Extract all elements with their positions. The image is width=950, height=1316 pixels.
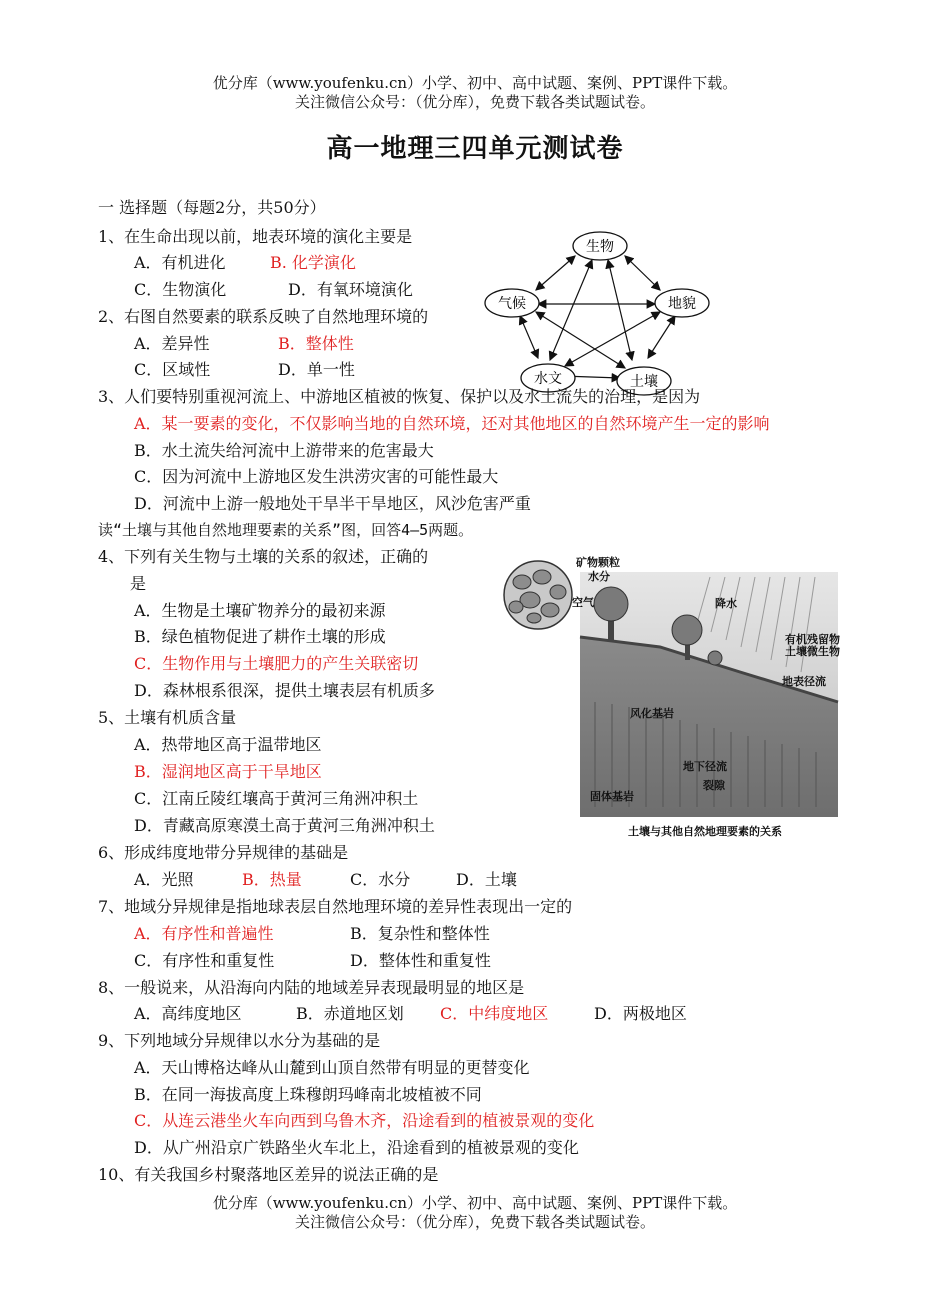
q9-option-c: C．从连云港坐火车向西到乌鲁木齐，沿途看到的植被景观的变化 bbox=[134, 1111, 595, 1130]
q2-option-d: D．单一性 bbox=[278, 360, 355, 379]
node-bio bbox=[573, 232, 627, 260]
q6-option-a: A．光照 bbox=[134, 870, 194, 889]
q7-option-a: A．有序性和普遍性 bbox=[134, 924, 274, 943]
q2-option-c: C．区域性 bbox=[134, 360, 211, 379]
q9-option-d: D．从广州沿京广铁路坐火车北上，沿途看到的植被景观的变化 bbox=[134, 1138, 579, 1157]
label-bedrock: 固体基岩 bbox=[590, 790, 634, 803]
section-heading: 一 选择题（每题2分，共50分） bbox=[98, 198, 326, 217]
footer-line-2: 关注微信公众号：（优分库），免费下载各类试题试卷。 bbox=[294, 1213, 655, 1231]
header-line-2: 关注微信公众号：（优分库），免费下载各类试题试卷。 bbox=[294, 93, 655, 111]
q4-option-c: C．生物作用与土壤肥力的产生关联密切 bbox=[134, 654, 419, 673]
q4-option-a: A．生物是土壤矿物养分的最初来源 bbox=[134, 601, 386, 620]
q7-option-c: C．有序性和重复性 bbox=[134, 951, 275, 970]
label-mineral: 矿物颗粒 bbox=[576, 556, 620, 569]
soil-relationship-illustration bbox=[500, 552, 850, 842]
q3-option-c: C．因为河流中上游地区发生洪涝灾害的可能性最大 bbox=[134, 467, 499, 486]
q9-option-a: A．天山博格达峰从山麓到山顶自然带有明显的更替变化 bbox=[134, 1058, 530, 1077]
q7-option-d: D．整体性和重复性 bbox=[350, 951, 491, 970]
q3-option-b: B．水土流失给河流中上游带来的危害最大 bbox=[134, 441, 434, 460]
q5-option-d: D．青藏高原寒漠土高于黄河三角洲冲积土 bbox=[134, 816, 435, 835]
q2-option-b: B．整体性 bbox=[278, 334, 354, 353]
q6-option-d: D．土壤 bbox=[456, 870, 517, 889]
node-bio-label: 生物 bbox=[586, 239, 614, 255]
label-organic-1: 有机残留物 bbox=[785, 633, 840, 646]
q4-stem-cont: 是 bbox=[130, 574, 147, 593]
q4-option-d: D．森林根系很深，提供土壤表层有机质多 bbox=[134, 681, 435, 700]
q7-stem: 7、地域分异规律是指地球表层自然地理环境的差异性表现出一定的 bbox=[98, 897, 573, 916]
node-climate-label: 气候 bbox=[498, 296, 526, 312]
q1-option-b: B. 化学演化 bbox=[270, 253, 356, 272]
label-water: 水分 bbox=[588, 570, 610, 583]
node-water-label: 水文 bbox=[534, 371, 562, 387]
q6-option-b: B．热量 bbox=[242, 870, 302, 889]
header-line-1: 优分库（www.youfenku.cn）小学、初中、高中试题、案例、PPT课件下载。 bbox=[212, 74, 738, 92]
label-underground-runoff: 地下径流 bbox=[683, 760, 727, 773]
q3-option-a: A．某一要素的变化，不仅影响当地的自然环境，还对其他地区的自然环境产生一定的影响 bbox=[134, 414, 770, 433]
q1-option-a: A．有机进化 bbox=[134, 253, 226, 272]
q5-option-a: A．热带地区高于温带地区 bbox=[134, 735, 322, 754]
label-air: 空气 bbox=[572, 596, 594, 609]
q8-option-a: A．高纬度地区 bbox=[134, 1004, 242, 1023]
label-surface-runoff: 地表径流 bbox=[782, 675, 826, 688]
q1-stem: 1、在生命出现以前，地表环境的演化主要是 bbox=[98, 227, 413, 246]
q5-option-b: B．湿润地区高于干旱地区 bbox=[134, 762, 322, 781]
label-weathered-rock: 风化基岩 bbox=[630, 707, 674, 720]
q6-option-c: C．水分 bbox=[350, 870, 411, 889]
q4-stem: 4、下列有关生物与土壤的关系的叙述，正确的 bbox=[98, 547, 429, 566]
q8-option-b: B．赤道地区划 bbox=[296, 1004, 404, 1023]
q4-option-b: B．绿色植物促进了耕作土壤的形成 bbox=[134, 627, 386, 646]
q9-option-b: B．在同一海拔高度上珠穆朗玛峰南北坡植被不同 bbox=[134, 1085, 482, 1104]
q5-option-c: C．江南丘陵红壤高于黄河三角洲冲积土 bbox=[134, 789, 419, 808]
q2-option-a: A．差异性 bbox=[134, 334, 210, 353]
q8-option-c: C．中纬度地区 bbox=[440, 1004, 549, 1023]
node-landform bbox=[655, 289, 709, 317]
page-title: 高一地理三四单元测试卷 bbox=[326, 134, 624, 164]
q5-stem: 5、土壤有机质含量 bbox=[98, 708, 237, 727]
label-rain: 降水 bbox=[715, 597, 737, 610]
elements-relationship-diagram bbox=[480, 228, 720, 398]
reading-prompt: 读“土壤与其他自然地理要素的关系”图，回答4—5两题。 bbox=[98, 521, 474, 539]
q7-option-b: B．复杂性和整体性 bbox=[350, 924, 490, 943]
q9-stem: 9、下列地域分异规律以水分为基础的是 bbox=[98, 1031, 381, 1050]
node-climate bbox=[485, 289, 539, 317]
q1-option-c: C．生物演化 bbox=[134, 280, 227, 299]
node-landform-label: 地貌 bbox=[668, 296, 696, 312]
q2-stem: 2、右图自然要素的联系反映了自然地理环境的 bbox=[98, 307, 429, 326]
node-soil-label: 土壤 bbox=[630, 374, 658, 390]
q8-stem: 8、一般说来，从沿海向内陆的地域差异表现最明显的地区是 bbox=[98, 978, 525, 997]
footer-line-1: 优分库（www.youfenku.cn）小学、初中、高中试题、案例、PPT课件下载。 bbox=[212, 1194, 738, 1212]
q3-stem: 3、人们要特别重视河流上、中游地区植被的恢复、保护以及水土流失的治理，是因为 bbox=[98, 387, 701, 406]
label-organic-2: 土壤微生物 bbox=[785, 645, 840, 658]
q8-option-d: D．两极地区 bbox=[594, 1004, 687, 1023]
illustration-caption: 土壤与其他自然地理要素的关系 bbox=[628, 825, 782, 838]
q3-option-d: D．河流中上游一般地处干旱半干旱地区，风沙危害严重 bbox=[134, 494, 531, 513]
q10-stem: 10、有关我国乡村聚落地区差异的说法正确的是 bbox=[98, 1165, 439, 1184]
q6-stem: 6、形成纬度地带分异规律的基础是 bbox=[98, 843, 349, 862]
q1-option-d: D．有氧环境演化 bbox=[288, 280, 413, 299]
label-fissure: 裂隙 bbox=[703, 779, 725, 792]
